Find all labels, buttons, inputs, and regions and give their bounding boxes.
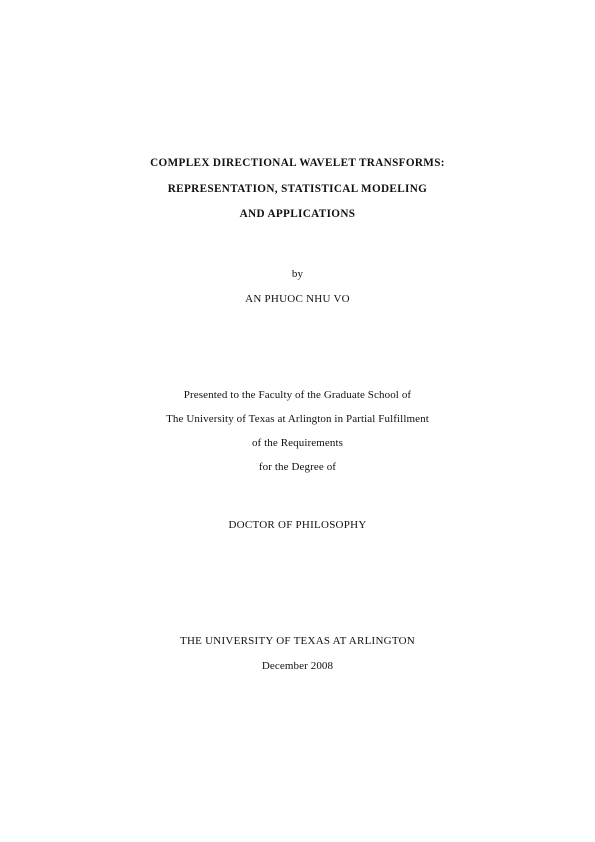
thesis-title-line-3: AND APPLICATIONS	[239, 208, 356, 220]
by-label: by	[291, 268, 304, 280]
degree-name: DOCTOR OF PHILOSOPHY	[228, 519, 367, 531]
presented-line-3: of the Requirements	[251, 437, 344, 449]
presented-line-4: for the Degree of	[258, 461, 337, 473]
thesis-title-line-2: REPRESENTATION, STATISTICAL MODELING	[167, 183, 428, 195]
presented-line-1: Presented to the Faculty of the Graduate School of	[183, 389, 412, 401]
institution-name: THE UNIVERSITY OF TEXAS AT ARLINGTON	[179, 635, 415, 647]
thesis-title-line-1: COMPLEX DIRECTIONAL WAVELET TRANSFORMS:	[150, 157, 445, 169]
presented-line-2: The University of Texas at Arlington in Partial Fulfillment	[166, 413, 429, 425]
author-name: AN PHUOC NHU VO	[245, 293, 350, 305]
submission-date: December 2008	[261, 660, 334, 672]
